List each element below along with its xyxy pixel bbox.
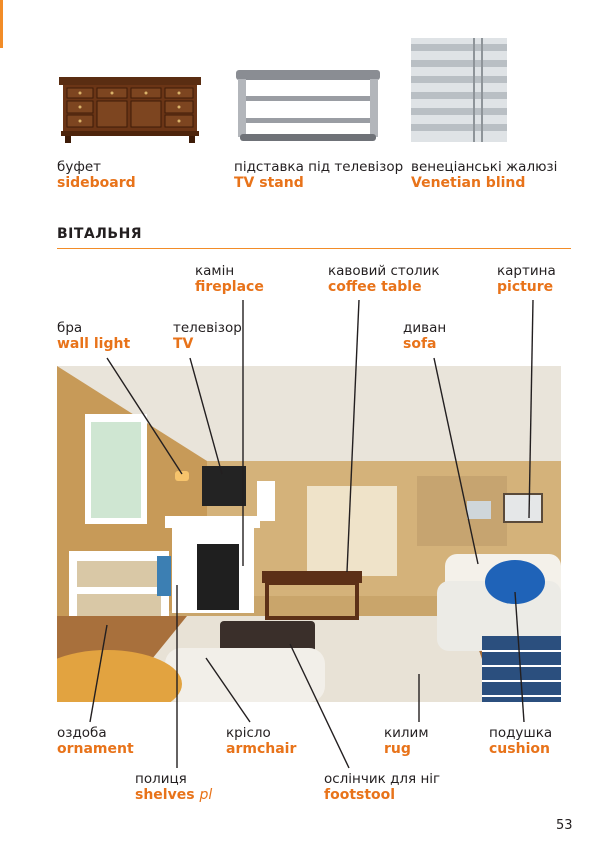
wall-light-en: wall light [57, 336, 131, 353]
picture-ua: картина [497, 263, 556, 279]
venetian-blind-ua: венеціанські жалюзі [411, 159, 558, 175]
label-fireplace [195, 263, 264, 296]
section-title: ВІТАЛЬНЯ [57, 226, 143, 242]
tv-stand-en: TV stand [234, 175, 304, 192]
venetian-blind-image [411, 38, 507, 142]
living-room-photo [57, 366, 561, 702]
label-ornament [57, 725, 134, 758]
fireplace-en: fireplace [195, 279, 264, 296]
label-wall-light [57, 320, 130, 353]
label-tv [173, 320, 242, 353]
sofa-ua: диван [403, 320, 447, 336]
ornament-en: ornament [57, 741, 134, 758]
tv-stand-ua: підставка під телевізор [234, 159, 404, 175]
tv-ua: телевізор [173, 320, 242, 336]
cushion-ua: подушка [489, 725, 553, 741]
label-footstool [324, 771, 440, 804]
coffee-table-ua: кавовий столик [328, 263, 440, 279]
shelves-en-line [135, 787, 212, 804]
shelves-plural-marker: pl [199, 787, 213, 804]
coffee-table-en: coffee table [328, 279, 422, 296]
sofa-en: sofa [403, 336, 437, 353]
rug-ua: килим [384, 725, 429, 741]
section-divider [57, 248, 571, 249]
ornament-ua: оздоба [57, 725, 107, 741]
tv-stand-image [234, 68, 382, 144]
wall-light-ua: бра [57, 320, 83, 336]
footstool-en: footstool [324, 787, 396, 804]
sideboard-ua: буфет [57, 159, 102, 175]
tv-stand-label [234, 159, 403, 192]
label-rug [384, 725, 429, 758]
fireplace-ua: камін [195, 263, 235, 279]
sideboard-label [57, 159, 136, 192]
armchair-en: armchair [226, 741, 297, 758]
page-edge-accent [0, 0, 3, 48]
armchair-ua: крісло [226, 725, 271, 741]
label-sofa [403, 320, 446, 353]
label-coffee-table [328, 263, 440, 296]
footstool-ua: ослінчик для ніг [324, 771, 441, 787]
label-armchair [226, 725, 296, 758]
sideboard-en: sideboard [57, 175, 136, 192]
picture-en: picture [497, 279, 554, 296]
label-cushion [489, 725, 552, 758]
shelves-ua: полиця [135, 771, 187, 787]
tv-en: TV [173, 336, 194, 353]
sideboard-image [55, 75, 205, 145]
rug-en: rug [384, 741, 411, 758]
page-number: 53 [556, 818, 573, 833]
cushion-en: cushion [489, 741, 550, 758]
venetian-blind-en: Venetian blind [411, 175, 526, 192]
shelves-en: shelves [135, 787, 195, 804]
label-shelves [135, 771, 212, 804]
label-picture [497, 263, 556, 296]
venetian-blind-label [411, 159, 557, 192]
